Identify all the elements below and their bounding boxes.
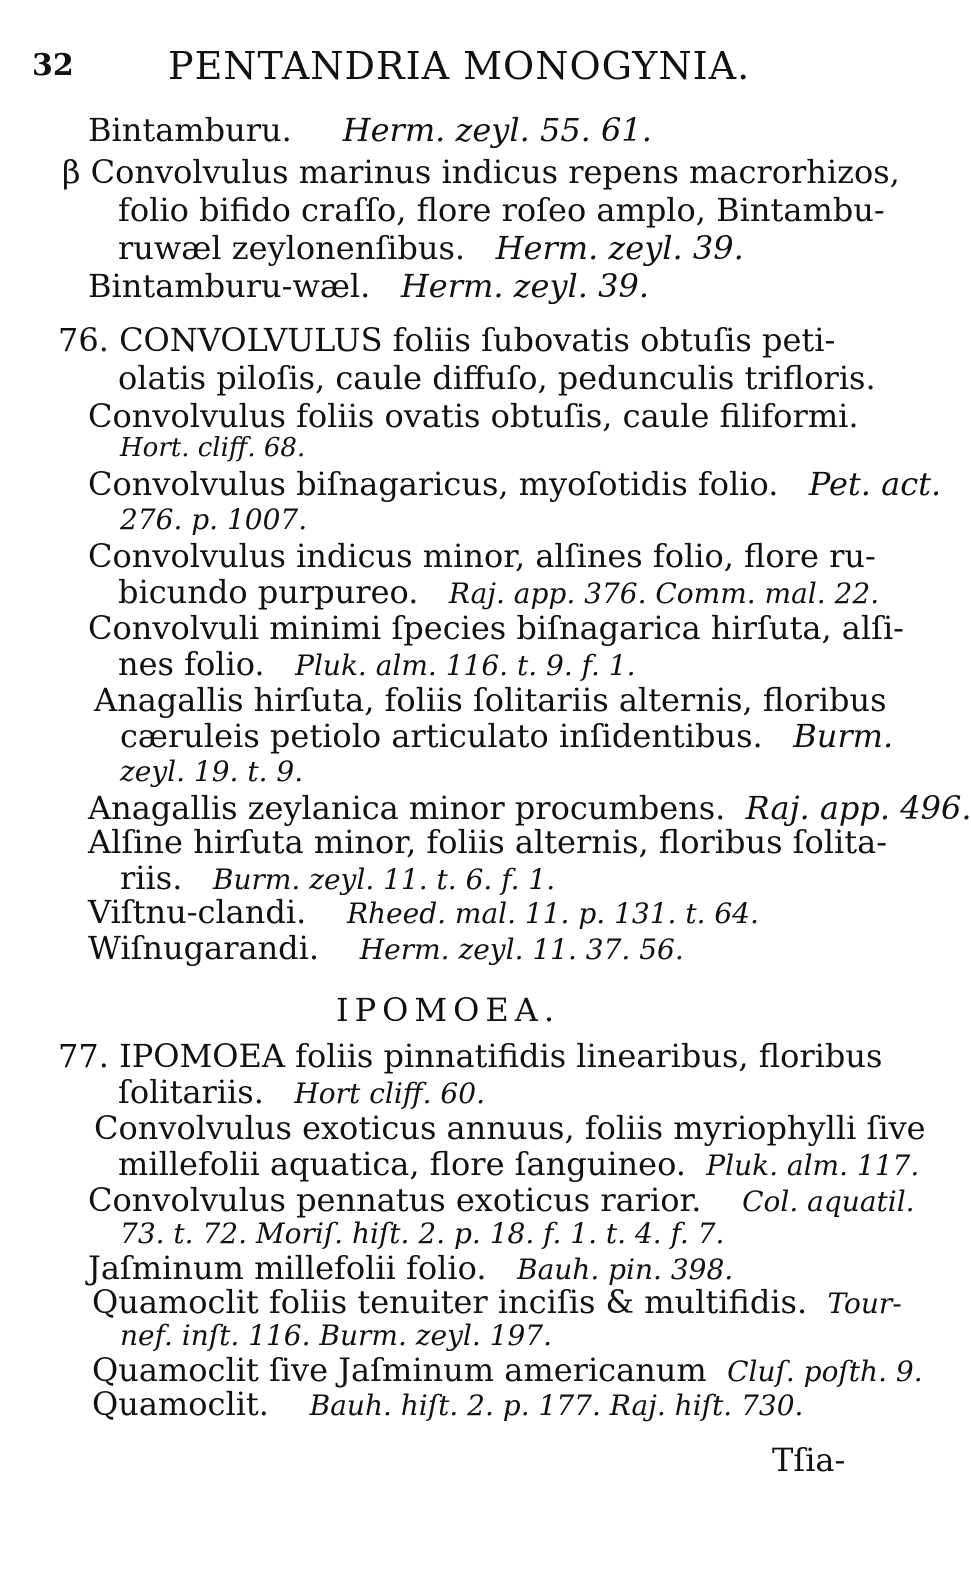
- running-head: PENTANDRIA MONOGYNIA.: [168, 44, 751, 88]
- text-line: millefolii aquatica, flore ſanguineo. Pluk. alm. 117.: [118, 1145, 920, 1183]
- reference-line: 73. t. 72. Moriſ. hiſt. 2. p. 18. f. 1. t. 4. f. 7.: [120, 1217, 725, 1250]
- text-line: Anagallis hirſuta, foliis ſolitariis alternis, floribus: [94, 681, 887, 719]
- text-line: nes folio. Pluk. alm. 116. t. 9. f. 1.: [118, 645, 636, 683]
- text-line: Jaſminum millefolii folio. Bauh. pin. 398.: [88, 1249, 734, 1287]
- text-line: Wiſnugarandi. Herm. zeyl. 11. 37. 56.: [88, 929, 684, 967]
- text-line: Bintamburu-wæl. Herm. zeyl. 39.: [88, 267, 650, 305]
- text-line: Quamoclit foliis tenuiter inciſis & multifidis. Tour-: [92, 1283, 902, 1321]
- text-line: Convolvulus indicus minor, alſines folio, flore ru-: [88, 537, 876, 575]
- text-line: Convolvulus exoticus annuus, foliis myriophylli ſive: [94, 1109, 926, 1147]
- page-number: 32: [32, 48, 74, 83]
- text-line: Viſtnu-clandi. Rheed. mal. 11. p. 131. t. 64.: [88, 893, 759, 931]
- reference-line: 276. p. 1007.: [120, 503, 308, 536]
- text-line: Convolvuli minimi ſpecies biſnagarica hirſuta, alſi-: [88, 609, 904, 647]
- text-line: Convolvulus biſnagaricus, myoſotidis folio. Pet. act.: [88, 465, 942, 503]
- reference-line: nef. inſt. 116. Burm. zeyl. 197.: [120, 1319, 553, 1352]
- text-line: Quamoclit ſive Jaſminum americanum Cluſ. poſth. 9.: [92, 1351, 923, 1389]
- text-line: ſolitariis. Hort cliff. 60.: [118, 1073, 485, 1111]
- section-title: IPOMOEA.: [336, 991, 561, 1029]
- text-line: folio bifido craſſo, flore roſeo amplo, Bintambu-: [118, 191, 885, 229]
- text-line: Anagallis zeylanica minor procumbens. Raj. app. 496.: [88, 789, 971, 827]
- text-line: Alſine hirſuta minor, foliis alternis, floribus ſolita-: [88, 823, 887, 861]
- text-line: Bintamburu. Herm. zeyl. 55. 61.: [88, 111, 652, 149]
- text-line: bicundo purpureo. Raj. app. 376. Comm. mal. 22.: [118, 573, 880, 611]
- text-line: Convolvulus foliis ovatis obtuſis, caule filiformi.: [88, 397, 859, 435]
- reference-line: Hort. cliff. 68.: [120, 433, 306, 463]
- text-line: olatis piloſis, caule diffuſo, pedunculis trifloris.: [118, 359, 876, 397]
- species-heading: 77. IPOMOEA foliis pinnatifidis linearibus, floribus: [58, 1037, 883, 1075]
- text-line: Convolvulus pennatus exoticus rarior. Col. aquatil.: [88, 1181, 915, 1219]
- species-heading: 76. CONVOLVULUS foliis ſubovatis obtuſis peti-: [58, 321, 836, 359]
- reference-line: zeyl. 19. t. 9.: [120, 755, 304, 788]
- text-line: β Convolvulus marinus indicus repens macrorhizos,: [62, 153, 900, 191]
- text-line: riis. Burm. zeyl. 11. t. 6. f. 1.: [120, 859, 556, 897]
- text-line: Quamoclit. Bauh. hiſt. 2. p. 177. Raj. hiſt. 730.: [92, 1385, 804, 1423]
- text-line: cæruleis petiolo articulato inſidentibus. Burm.: [120, 717, 894, 755]
- catchword: Tſia-: [772, 1441, 846, 1479]
- text-line: ruwæl zeylonenſibus. Herm. zeyl. 39.: [118, 229, 744, 267]
